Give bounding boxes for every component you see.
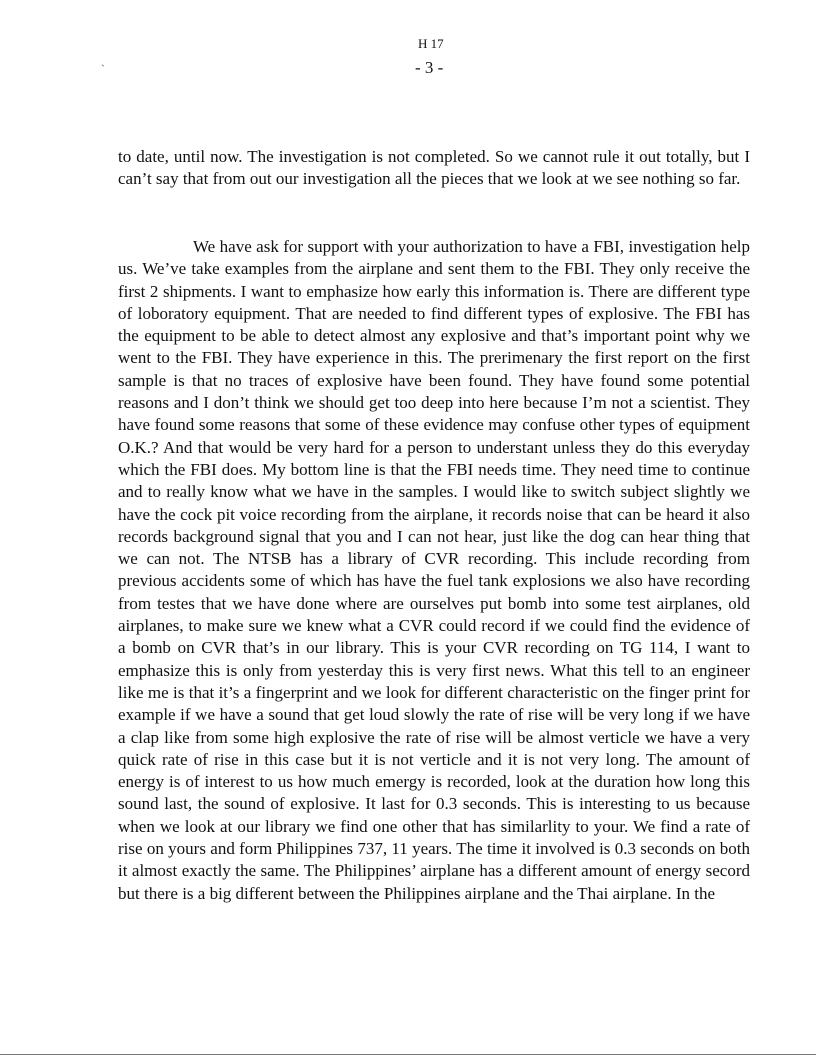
page-bottom-edge <box>0 1054 816 1055</box>
paragraph-continuation: to date, until now. The investigation is not completed. So we cannot rule it out totally, but I can’t say that from out our investigation all the pieces that we look at we see nothing so far. <box>118 147 750 189</box>
scan-mark: ` <box>101 62 105 76</box>
document-stamp: H 17 <box>418 36 444 51</box>
page-number: - 3 - <box>415 58 444 77</box>
paragraph-testimony: We have ask for support with your authorization to have a FBI, investigation help us. We’ve take examples from the airplane and sent them to the FBI. They only receive the first 2 shipments. I want to emphasize how early this information is. There are different type of loboratory equipment. That are needed to find different types of explosive. The FBI has the equipment to be able to detect almost any explosive and that’s important point why we went to the FBI. They have experience in this. The prerimenary the first report on the first sample is that no traces of explosive have been found. They have found some potential reasons and I don’t think we should get too deep into here because I’m not a scientist. They have found some reasons that some of these evidence may confuse other types of equipment O.K.? And that would be very hard for a person to understant unless they do this everyday which the FBI does. My bottom line is that the FBI needs time. They need time to continue and to really know what we have in the samples. I would like to switch subject slightly we have the cock pit voice recording from the airplane, it records noise that can be heard it also records background signal that you and I can not hear, just like the dog can hear thing that we can not. The NTSB has a library of CVR recording. This include recording from previous accidents some of which has have the fuel tank explosions we also have recording from testes that we have done where are ourselves put bomb into some test airplanes, old airplanes, to make sure we knew what a CVR could record if we could find the evidence of a bomb on CVR that’s in our library. This is your CVR recording on TG 114, I want to emphasize this is only from yesterday this is very first news. What this tell to an engineer like me is that it’s a fingerprint and we look for different characteristic on the finger print for example if we have a sound that get loud slowly the rate of rise will be very long if we have a clap like from some high explosive the rate of rise will be almost verticle we have a very quick rate of rise in this case but it is not verticle and it is not very long. The amount of energy is of interest to us how much emergy is recorded, look at the duration how long this sound last, the sound of explosive. It last for 0.3 seconds. This is interesting to us because when we look at our library we find one other that has similarlity to your. We find a rate of rise on yours and form Philippines 737, 11 years. The time it involved is 0.3 seconds on both it almost exactly the same. The Philippines’ airplane has a different amount of energy secord but there is a big different between the Philippines airplane and the Thai airplane. In the <box>118 237 750 903</box>
